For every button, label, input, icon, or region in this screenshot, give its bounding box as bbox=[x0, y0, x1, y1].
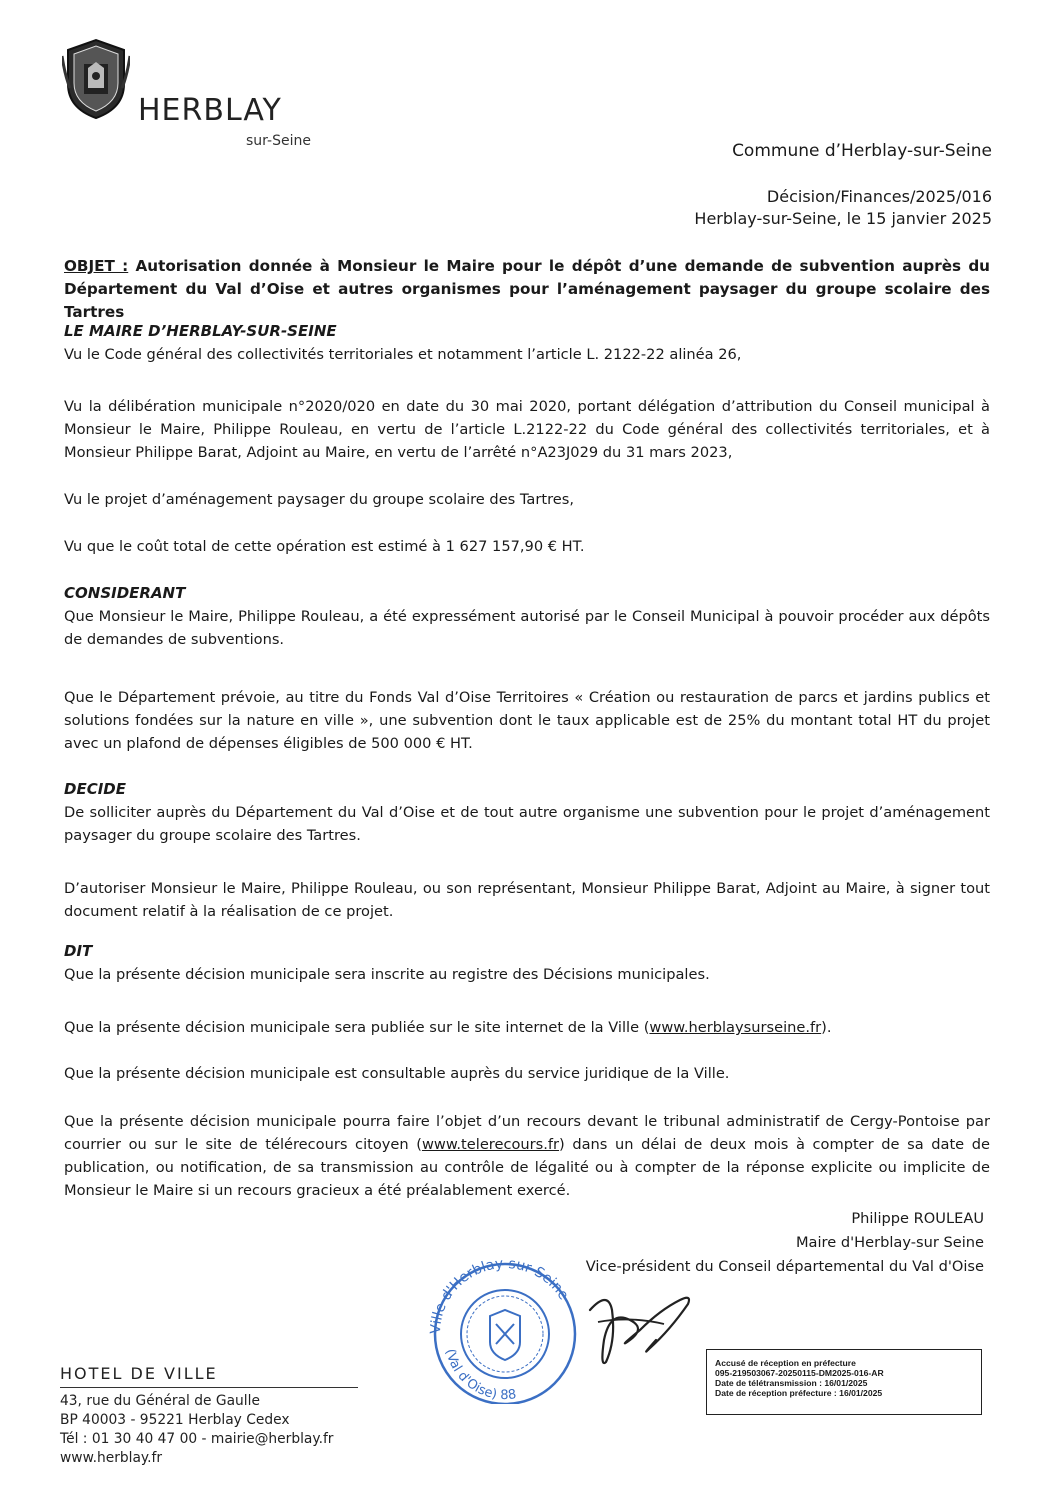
telerecours-link[interactable]: www.telerecours.fr bbox=[421, 1136, 560, 1153]
decide-heading: DECIDE bbox=[64, 780, 126, 798]
dit-heading: DIT bbox=[64, 942, 93, 960]
signatory-title-1: Maire d'Herblay-sur Seine bbox=[795, 1234, 984, 1251]
receipt-line-1: Accusé de réception en préfecture bbox=[715, 1358, 856, 1368]
maire-paragraph-3: Vu le projet d’aménagement paysager du groupe scolaire des Tartres, bbox=[64, 491, 574, 508]
decide-paragraph-2: D’autoriser Monsieur le Maire, Philippe Rouleau, ou son représentant, Monsieur Philippe Barat, Adjoint au Maire, à signer tout document relatif à la réalisation de ce projet. bbox=[64, 880, 990, 920]
footer-street: 43, rue du Général de Gaulle bbox=[60, 1393, 260, 1409]
considerant-section bbox=[64, 582, 990, 651]
maire-paragraph-4: Vu que le coût total de cette opération est estimé à 1 627 157,90 € HT. bbox=[64, 538, 585, 555]
maire-paragraph-1: Vu le Code général des collectivités territoriales et notamment l’article L. 2122-22 alinéa 26, bbox=[64, 346, 742, 363]
maire-paragraph-2: Vu la délibération municipale n°2020/020 en date du 30 mai 2020, portant délégation d’attribution du Conseil municipal à Monsieur le Maire, Philippe Rouleau, en vertu de l’article L.2122-22 du Code général des collectivités territoriales, et à Monsieur Philippe Barat, Adjoint au Maire, en vertu de l’arrêté n°A23J029 du 31 mars 2023, bbox=[64, 398, 990, 461]
objet-block bbox=[64, 255, 990, 324]
decide-paragraph-1: De solliciter auprès du Département du Val d’Oise et de tout autre organisme une subvention pour le projet d’aménagement paysager du groupe scolaire des Tartres. bbox=[64, 804, 990, 844]
city-crest-icon bbox=[62, 36, 130, 120]
stamp-text-top: Ville d'Herblay-sur-Seine bbox=[427, 1255, 572, 1335]
dit-paragraph-1: Que la présente décision municipale sera inscrite au registre des Décisions municipales. bbox=[64, 966, 710, 983]
dit-paragraph-4 bbox=[64, 1110, 990, 1202]
prefecture-receipt-box bbox=[706, 1349, 982, 1415]
dit-p4-text: Que la présente décision municipale pourra faire l’objet d’un recours devant le tribunal administratif de Cergy-Pontoise par courrier ou sur le site de télérecours citoyen ( bbox=[64, 1113, 990, 1153]
footer-contact: Tél : 01 30 40 47 00 - mairie@herblay.fr bbox=[60, 1431, 334, 1447]
dit-p4-end: ) dans un délai de deux mois à compter de sa date de publication, ou notification, de sa transmission au contrôle de légalité ou à compter de la réponse explicite ou implicite de Monsieur le Maire si un recours gracieux a été préalablement exercé. bbox=[64, 1136, 990, 1199]
maire-heading: LE MAIRE D’HERBLAY-SUR-SEINE bbox=[64, 322, 337, 340]
footer-postal: BP 40003 - 95221 Herblay Cedex bbox=[60, 1412, 290, 1428]
handwritten-signature bbox=[560, 1270, 710, 1370]
receipt-line-4: Date de réception préfecture : 16/01/2025 bbox=[715, 1388, 883, 1398]
svg-text:Ville d'Herblay-sur-Seine bbox=[428, 1256, 572, 1334]
herblay-logo bbox=[62, 36, 362, 149]
footer-title: HOTEL DE VILLE bbox=[60, 1364, 358, 1388]
dit-paragraph-3: Que la présente décision municipale est consultable auprès du service juridique de la Ville. bbox=[64, 1065, 730, 1082]
maire-section bbox=[64, 320, 990, 366]
signatory-name: Philippe ROULEAU bbox=[851, 1210, 984, 1227]
footer-address bbox=[60, 1364, 380, 1468]
city-website-link[interactable]: www.herblaysurseine.fr bbox=[649, 1019, 822, 1036]
dit-p2-text: Que la présente décision municipale sera publiée sur le site internet de la Ville ( bbox=[64, 1019, 650, 1036]
place-and-date: Herblay-sur-Seine, le 15 janvier 2025 bbox=[694, 209, 992, 228]
logo-subtitle: sur-Seine bbox=[246, 133, 311, 149]
decision-reference: Décision/Finances/2025/016 bbox=[766, 187, 992, 206]
objet-label: OBJET : bbox=[64, 257, 129, 275]
dit-p2-end: ). bbox=[821, 1019, 832, 1036]
stamp-text-bottom: (Val d'Oise) 88 bbox=[442, 1347, 518, 1404]
receipt-line-3: Date de télétransmission : 16/01/2025 bbox=[715, 1378, 868, 1388]
svg-text:(Val d'Oise) 88 bbox=[442, 1348, 517, 1404]
footer-website[interactable]: www.herblay.fr bbox=[60, 1450, 163, 1466]
decide-section bbox=[64, 778, 990, 847]
signatory-title-2: Vice-président du Conseil départemental du Val d'Oise bbox=[585, 1258, 984, 1275]
receipt-line-2: 095-219503067-20250115-DM2025-016-AR bbox=[715, 1368, 884, 1378]
considerant-paragraph-2: Que le Département prévoie, au titre du Fonds Val d’Oise Territoires « Création ou restauration de parcs et jardins publics et solutions fondées sur la nature en ville », une subvention dont le taux applicable est de 25% du montant total HT du projet avec un plafond de dépenses éligibles de 500 000 € HT. bbox=[64, 689, 990, 752]
considerant-heading: CONSIDERANT bbox=[64, 584, 186, 602]
objet-text: Autorisation donnée à Monsieur le Maire pour le dépôt d’une demande de subvention auprès du Département du Val d’Oise et autres organismes pour l’aménagement paysager du groupe scolaire des Tartres bbox=[64, 257, 990, 321]
logo-name: HERBLAY bbox=[138, 93, 282, 128]
dit-paragraph-2 bbox=[64, 1016, 990, 1039]
dit-section bbox=[64, 940, 990, 986]
commune-name: Commune d’Herblay-sur-Seine bbox=[732, 141, 992, 161]
considerant-paragraph-1: Que Monsieur le Maire, Philippe Rouleau, a été expressément autorisé par le Conseil Municipal à pouvoir procéder aux dépôts de demandes de subventions. bbox=[64, 608, 990, 648]
